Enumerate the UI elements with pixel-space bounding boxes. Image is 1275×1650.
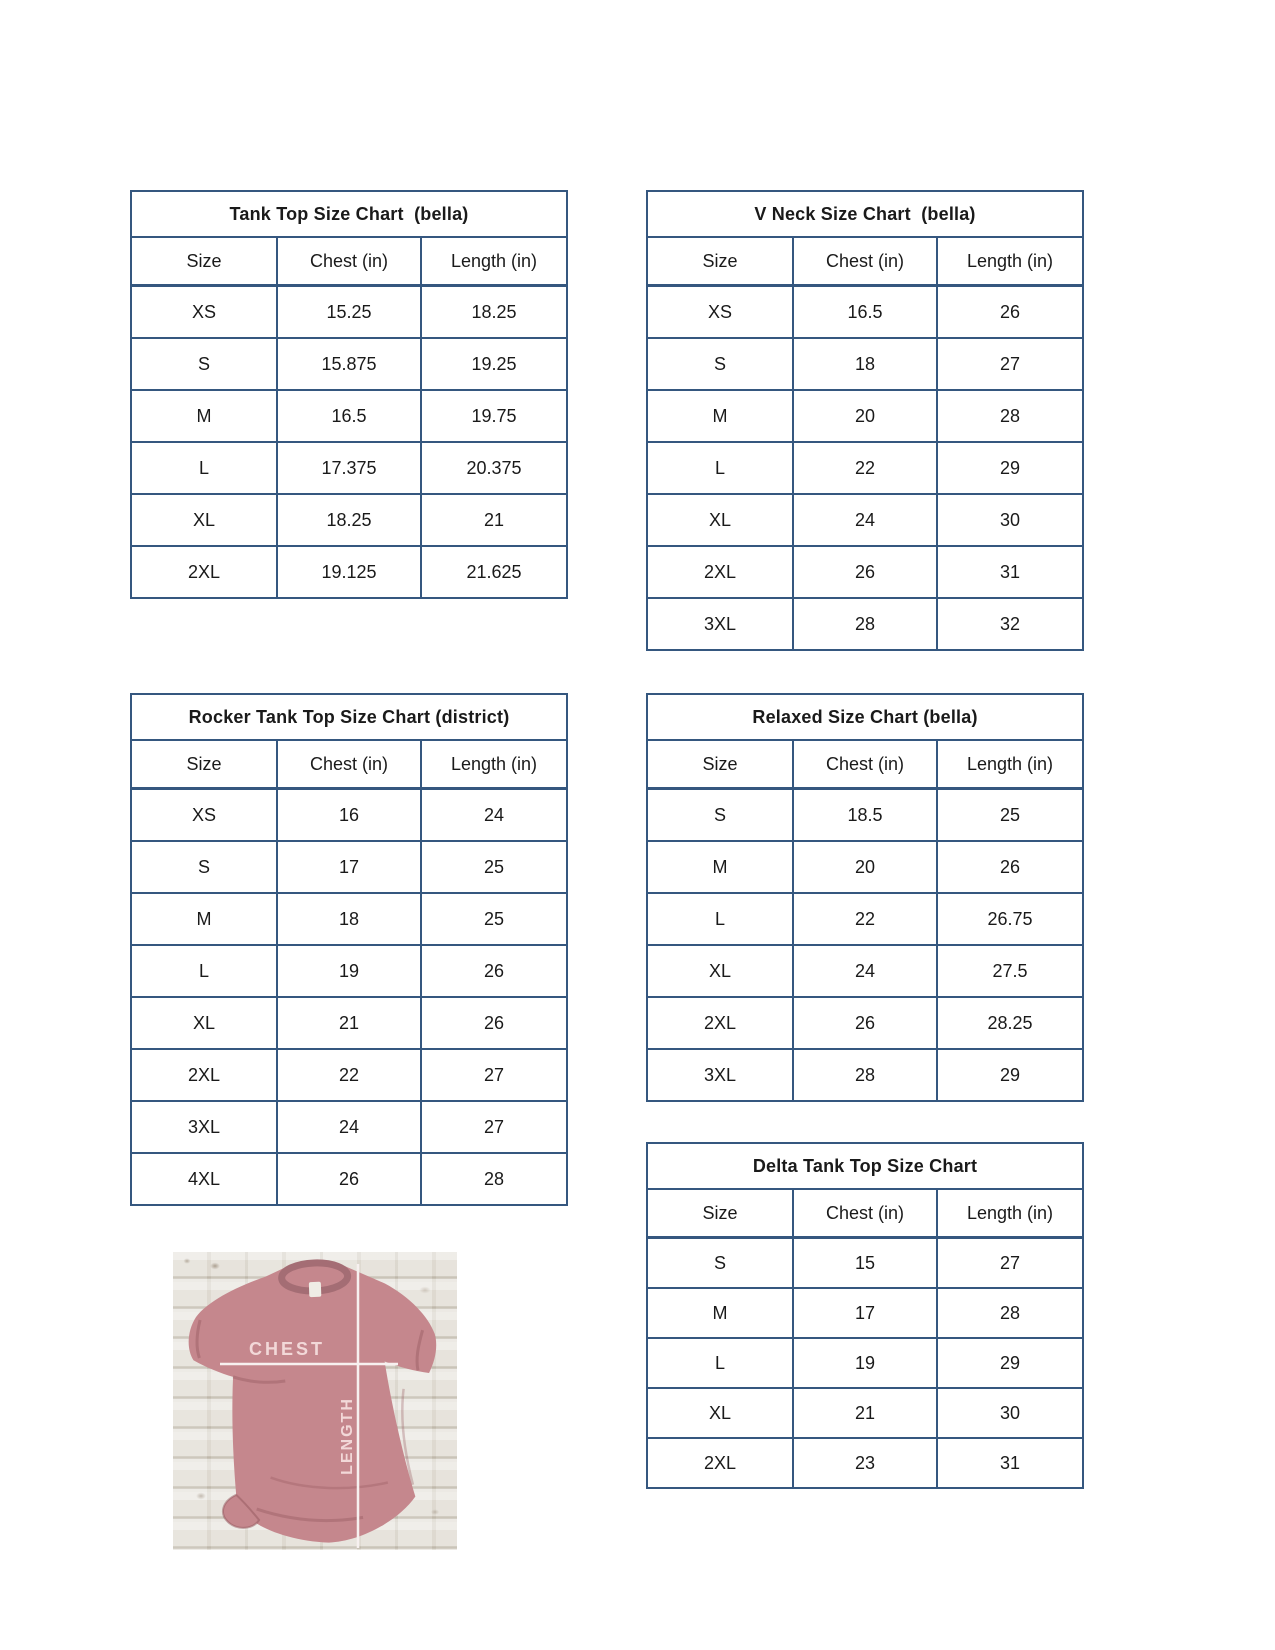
- tank-top-size-chart-value-cell: 18.25: [421, 286, 567, 339]
- v-neck-size-chart-row-XS: [647, 286, 1083, 339]
- delta-tank-top-size-chart-column-header-2: Length (in): [937, 1189, 1083, 1238]
- delta-tank-top-size-chart-size-cell: 2XL: [647, 1438, 793, 1488]
- tank-top-size-chart-column-header-2: Length (in): [421, 237, 567, 286]
- rocker-tank-top-size-chart-size-cell: S: [131, 841, 277, 893]
- relaxed-size-chart-size-cell: XL: [647, 945, 793, 997]
- tank-top-size-chart-size-cell: XS: [131, 286, 277, 339]
- tank-top-size-chart-value-cell: 16.5: [277, 390, 421, 442]
- tank-top-size-chart-size-cell: 2XL: [131, 546, 277, 598]
- rocker-tank-top-size-chart-value-cell: 27: [421, 1101, 567, 1153]
- v-neck-size-chart-row-S: [647, 338, 1083, 390]
- rocker-tank-top-size-chart-size-cell: L: [131, 945, 277, 997]
- relaxed-size-chart-column-header-0: Size: [647, 740, 793, 789]
- delta-tank-top-size-chart-value-cell: 17: [793, 1288, 937, 1338]
- tank-top-size-chart-value-cell: 19.75: [421, 390, 567, 442]
- table-delta-tank-top-size-chart: [646, 1142, 1084, 1489]
- relaxed-size-chart-row-3XL: [647, 1049, 1083, 1101]
- relaxed-size-chart-row-XL: [647, 945, 1083, 997]
- relaxed-size-chart-value-cell: 26: [937, 841, 1083, 893]
- rocker-tank-top-size-chart-column-header-0: Size: [131, 740, 277, 789]
- delta-tank-top-size-chart-value-cell: 19: [793, 1338, 937, 1388]
- relaxed-size-chart-header-row: [647, 740, 1083, 789]
- delta-tank-top-size-chart-row-2XL: [647, 1438, 1083, 1488]
- tank-top-size-chart-row-XL: [131, 494, 567, 546]
- relaxed-size-chart-size-cell: L: [647, 893, 793, 945]
- rocker-tank-top-size-chart-value-cell: 26: [421, 997, 567, 1049]
- table-v-neck-size-chart: [646, 190, 1084, 651]
- tank-top-size-chart-value-cell: 20.375: [421, 442, 567, 494]
- tank-top-size-chart-value-cell: 21.625: [421, 546, 567, 598]
- relaxed-size-chart-size-cell: 2XL: [647, 997, 793, 1049]
- v-neck-size-chart-size-cell: XL: [647, 494, 793, 546]
- rocker-tank-top-size-chart-column-header-2: Length (in): [421, 740, 567, 789]
- tshirt-illustration: [186, 1257, 443, 1548]
- v-neck-size-chart-column-header-1: Chest (in): [793, 237, 937, 286]
- rocker-tank-top-size-chart-value-cell: 16: [277, 789, 421, 842]
- tank-top-size-chart-size-cell: M: [131, 390, 277, 442]
- relaxed-size-chart-value-cell: 26: [793, 997, 937, 1049]
- delta-tank-top-size-chart-value-cell: 29: [937, 1338, 1083, 1388]
- rocker-tank-top-size-chart-value-cell: 19: [277, 945, 421, 997]
- rocker-tank-top-size-chart-row-4XL: [131, 1153, 567, 1205]
- delta-tank-top-size-chart-size-cell: L: [647, 1338, 793, 1388]
- relaxed-size-chart-value-cell: 25: [937, 789, 1083, 842]
- rocker-tank-top-size-chart-column-header-1: Chest (in): [277, 740, 421, 789]
- v-neck-size-chart-value-cell: 22: [793, 442, 937, 494]
- rocker-tank-top-size-chart-value-cell: 18: [277, 893, 421, 945]
- delta-tank-top-size-chart-value-cell: 27: [937, 1238, 1083, 1289]
- rocker-tank-top-size-chart-size-cell: 2XL: [131, 1049, 277, 1101]
- rocker-tank-top-size-chart-value-cell: 21: [277, 997, 421, 1049]
- rocker-tank-top-size-chart-value-cell: 22: [277, 1049, 421, 1101]
- v-neck-size-chart-column-header-2: Length (in): [937, 237, 1083, 286]
- relaxed-size-chart-value-cell: 20: [793, 841, 937, 893]
- relaxed-size-chart-column-header-1: Chest (in): [793, 740, 937, 789]
- relaxed-size-chart-value-cell: 29: [937, 1049, 1083, 1101]
- rocker-tank-top-size-chart-row-XS: [131, 789, 567, 842]
- delta-tank-top-size-chart-row-S: [647, 1238, 1083, 1289]
- shirt-measurement-image: [173, 1252, 457, 1550]
- relaxed-size-chart-title: Relaxed Size Chart (bella): [647, 694, 1083, 740]
- tank-top-size-chart-row-M: [131, 390, 567, 442]
- rocker-tank-top-size-chart-value-cell: 27: [421, 1049, 567, 1101]
- rocker-tank-top-size-chart-row-3XL: [131, 1101, 567, 1153]
- rocker-tank-top-size-chart-value-cell: 25: [421, 841, 567, 893]
- table-relaxed-size-chart: [646, 693, 1084, 1102]
- relaxed-size-chart-value-cell: 22: [793, 893, 937, 945]
- v-neck-size-chart-title: V Neck Size Chart (bella): [647, 191, 1083, 237]
- relaxed-size-chart-value-cell: 24: [793, 945, 937, 997]
- v-neck-size-chart-value-cell: 28: [937, 390, 1083, 442]
- v-neck-size-chart-size-cell: 3XL: [647, 598, 793, 650]
- relaxed-size-chart-value-cell: 27.5: [937, 945, 1083, 997]
- v-neck-size-chart-row-XL: [647, 494, 1083, 546]
- delta-tank-top-size-chart-title: Delta Tank Top Size Chart: [647, 1143, 1083, 1189]
- delta-tank-top-size-chart-value-cell: 23: [793, 1438, 937, 1488]
- relaxed-size-chart-row-2XL: [647, 997, 1083, 1049]
- tank-top-size-chart-header-row: [131, 237, 567, 286]
- tank-top-size-chart-value-cell: 19.125: [277, 546, 421, 598]
- v-neck-size-chart-size-cell: L: [647, 442, 793, 494]
- rocker-tank-top-size-chart-value-cell: 26: [421, 945, 567, 997]
- delta-tank-top-size-chart-row-M: [647, 1288, 1083, 1338]
- rocker-tank-top-size-chart-header-row: [131, 740, 567, 789]
- relaxed-size-chart-size-cell: M: [647, 841, 793, 893]
- v-neck-size-chart-value-cell: 20: [793, 390, 937, 442]
- tank-top-size-chart-size-cell: XL: [131, 494, 277, 546]
- relaxed-size-chart-value-cell: 28.25: [937, 997, 1083, 1049]
- delta-tank-top-size-chart-column-header-1: Chest (in): [793, 1189, 937, 1238]
- v-neck-size-chart-value-cell: 27: [937, 338, 1083, 390]
- chest-label: CHEST: [248, 1339, 326, 1359]
- tank-top-size-chart-value-cell: 18.25: [277, 494, 421, 546]
- rocker-tank-top-size-chart-value-cell: 28: [421, 1153, 567, 1205]
- delta-tank-top-size-chart-header-row: [647, 1189, 1083, 1238]
- delta-tank-top-size-chart-size-cell: M: [647, 1288, 793, 1338]
- tank-top-size-chart-row-XS: [131, 286, 567, 339]
- v-neck-size-chart-size-cell: M: [647, 390, 793, 442]
- delta-tank-top-size-chart-value-cell: 31: [937, 1438, 1083, 1488]
- delta-tank-top-size-chart-row-XL: [647, 1388, 1083, 1438]
- rocker-tank-top-size-chart-value-cell: 24: [277, 1101, 421, 1153]
- relaxed-size-chart-size-cell: S: [647, 789, 793, 842]
- v-neck-size-chart-size-cell: XS: [647, 286, 793, 339]
- v-neck-size-chart-row-L: [647, 442, 1083, 494]
- v-neck-size-chart-column-header-0: Size: [647, 237, 793, 286]
- rocker-tank-top-size-chart-size-cell: XS: [131, 789, 277, 842]
- length-label: LENGTH: [339, 1397, 356, 1475]
- rocker-tank-top-size-chart-size-cell: 4XL: [131, 1153, 277, 1205]
- v-neck-size-chart-size-cell: S: [647, 338, 793, 390]
- v-neck-size-chart-row-M: [647, 390, 1083, 442]
- v-neck-size-chart-size-cell: 2XL: [647, 546, 793, 598]
- delta-tank-top-size-chart-size-cell: S: [647, 1238, 793, 1289]
- rocker-tank-top-size-chart-row-M: [131, 893, 567, 945]
- rocker-tank-top-size-chart-row-L: [131, 945, 567, 997]
- v-neck-size-chart-value-cell: 26: [793, 546, 937, 598]
- rocker-tank-top-size-chart-title: Rocker Tank Top Size Chart (district): [131, 694, 567, 740]
- rocker-tank-top-size-chart-size-cell: M: [131, 893, 277, 945]
- table-rocker-tank-top-size-chart: [130, 693, 568, 1206]
- v-neck-size-chart-value-cell: 18: [793, 338, 937, 390]
- collar-tag: [309, 1282, 322, 1297]
- tank-top-size-chart-row-L: [131, 442, 567, 494]
- delta-tank-top-size-chart-value-cell: 28: [937, 1288, 1083, 1338]
- v-neck-size-chart-header-row: [647, 237, 1083, 286]
- rocker-tank-top-size-chart-value-cell: 24: [421, 789, 567, 842]
- v-neck-size-chart-row-2XL: [647, 546, 1083, 598]
- tank-top-size-chart-row-S: [131, 338, 567, 390]
- v-neck-size-chart-value-cell: 24: [793, 494, 937, 546]
- rocker-tank-top-size-chart-row-S: [131, 841, 567, 893]
- v-neck-size-chart-row-3XL: [647, 598, 1083, 650]
- rocker-tank-top-size-chart-row-2XL: [131, 1049, 567, 1101]
- tank-top-size-chart-value-cell: 17.375: [277, 442, 421, 494]
- tank-top-size-chart-column-header-0: Size: [131, 237, 277, 286]
- tank-top-size-chart-value-cell: 15.875: [277, 338, 421, 390]
- rocker-tank-top-size-chart-value-cell: 25: [421, 893, 567, 945]
- tank-top-size-chart-value-cell: 19.25: [421, 338, 567, 390]
- tank-top-size-chart-title: Tank Top Size Chart (bella): [131, 191, 567, 237]
- relaxed-size-chart-value-cell: 28: [793, 1049, 937, 1101]
- relaxed-size-chart-row-S: [647, 789, 1083, 842]
- tank-top-size-chart-size-cell: S: [131, 338, 277, 390]
- v-neck-size-chart-value-cell: 32: [937, 598, 1083, 650]
- table-tank-top-size-chart: [130, 190, 568, 599]
- rocker-tank-top-size-chart-value-cell: 26: [277, 1153, 421, 1205]
- rocker-tank-top-size-chart-size-cell: 3XL: [131, 1101, 277, 1153]
- delta-tank-top-size-chart-column-header-0: Size: [647, 1189, 793, 1238]
- rocker-tank-top-size-chart-size-cell: XL: [131, 997, 277, 1049]
- tank-top-size-chart-value-cell: 21: [421, 494, 567, 546]
- v-neck-size-chart-value-cell: 26: [937, 286, 1083, 339]
- relaxed-size-chart-value-cell: 26.75: [937, 893, 1083, 945]
- v-neck-size-chart-value-cell: 16.5: [793, 286, 937, 339]
- delta-tank-top-size-chart-value-cell: 30: [937, 1388, 1083, 1438]
- delta-tank-top-size-chart-value-cell: 15: [793, 1238, 937, 1289]
- tank-top-size-chart-size-cell: L: [131, 442, 277, 494]
- relaxed-size-chart-size-cell: 3XL: [647, 1049, 793, 1101]
- tank-top-size-chart-row-2XL: [131, 546, 567, 598]
- delta-tank-top-size-chart-size-cell: XL: [647, 1388, 793, 1438]
- v-neck-size-chart-value-cell: 29: [937, 442, 1083, 494]
- rocker-tank-top-size-chart-value-cell: 17: [277, 841, 421, 893]
- relaxed-size-chart-row-M: [647, 841, 1083, 893]
- v-neck-size-chart-value-cell: 31: [937, 546, 1083, 598]
- tank-top-size-chart-column-header-1: Chest (in): [277, 237, 421, 286]
- relaxed-size-chart-row-L: [647, 893, 1083, 945]
- delta-tank-top-size-chart-value-cell: 21: [793, 1388, 937, 1438]
- relaxed-size-chart-value-cell: 18.5: [793, 789, 937, 842]
- rocker-tank-top-size-chart-row-XL: [131, 997, 567, 1049]
- tank-top-size-chart-value-cell: 15.25: [277, 286, 421, 339]
- delta-tank-top-size-chart-row-L: [647, 1338, 1083, 1388]
- relaxed-size-chart-column-header-2: Length (in): [937, 740, 1083, 789]
- v-neck-size-chart-value-cell: 30: [937, 494, 1083, 546]
- v-neck-size-chart-value-cell: 28: [793, 598, 937, 650]
